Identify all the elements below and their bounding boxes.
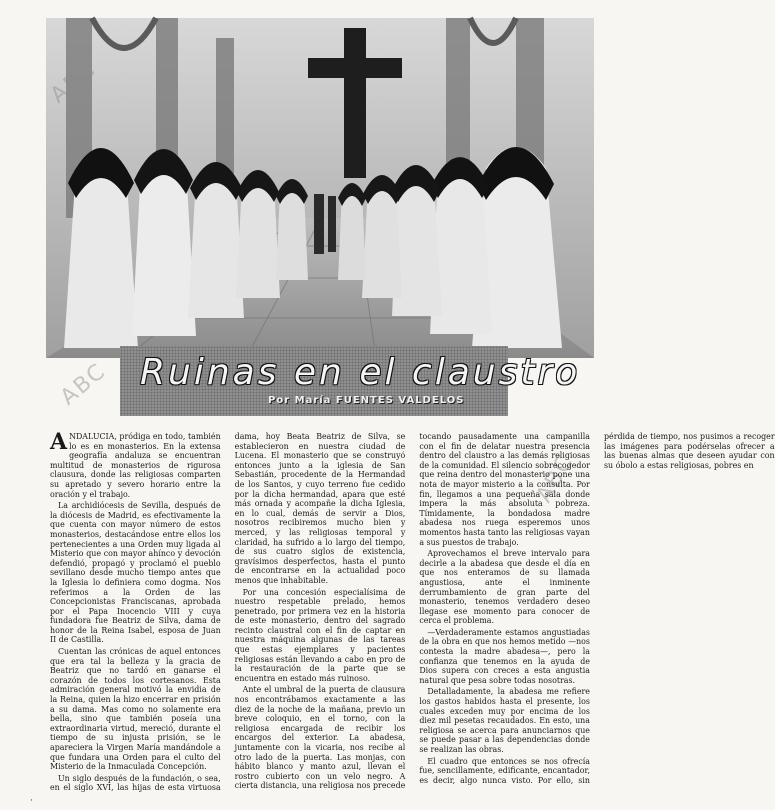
paragraph: ANDALUCIA, pródiga en todo, también lo es en monasterios. En la extensa geografía andaluza se encuentran multitud de monasterios de rigurosa clausura, donde las religiosas comparten su apretado y severo horario entre la oración y el trabajo. [50,429,221,499]
watermark-abc: ABC [55,358,112,411]
watermark-abc: ABC [531,450,580,507]
paragraph: Detalladamente, la abadesa me refiere los gastos habidos hasta el presente, los cuales exceden muy por encima de los diez mil pesetas recaudados. En esto, una religiosa se acerca para anunciarnos que se puede pasar a las dependencias donde se realizan las obras. [419,687,590,754]
paragraph: Cuentan las crónicas de aquel entonces que era tal la belleza y la gracia de Beatriz que no tardó en ganarse el corazón de todos los cortesanos. Esta admiración general motivó la envidia de la Reina, quien la hizo encerrar en prisión a su dama. Mas como no solamente era bella, sino que también poseía una extraordinaria virtud, mereció, durante el tiempo de su injusta prisión, se le apareciera la Virgen María mandándole a que fundara una Orden para el culto del Misterio de la Inmaculada Concepción. [50,647,221,772]
page-mark: · [30,796,33,806]
byline: Por María FUENTES VALDELOS [268,395,465,406]
paragraph: Un siglo después de la fundación, o sea, en el siglo XVI, las hijas de esta virtuosa dama, hoy Beata Beatriz de Silva, se establecieron en nuestra ciudad de Lucena. El monasterio que se construyó entonces junto a la iglesia de San Sebastián, procedente de la Hermandad de los Santos, y cuyo terreno fue cedido por la dicha hermandad, apara que esté más ornada y acompañe la dicha Iglesia, en lo cual, demás de servir a Dios, nosotros recibiremos mucho bien y merced, y las religiosas temporal y claridad, ha sufrido a lo largo del tiempo, de sus cuatro siglos de existencia, gravísimos desperfectos, hasta el punto de encontrarse en la actualidad poco menos que inhabitable. [50,432,406,793]
paragraph: —Verdaderamente estamos angustiadas de la obra en que nos hemos metido —nos contesta la madre abadesa—, pero la confianza que tenemos en la ayuda de Dios supera con creces a esta angustia natural que pesa sobre todas nosotras. [419,627,590,685]
cloister-photo [46,18,594,358]
watermark-abc: ABC [45,56,102,109]
nuns-procession-illustration [46,18,594,358]
drop-cap: A [50,429,68,455]
paragraph: Ante el umbral de la puerta de clausura nos encontrábamos exactamente a las diez de la noche de la mañana, previo un breve coloquio, en el torno, con la religiosa encargada de recibir los encargos del exterior. La abadesa, juntamente con la vicaria, nos recibe al otro lado de la puerta. Las monjas, con hábito blanco y manto azul, llevan el rostro cubierto con un velo negro. A cierta distancia, una religiosa nos precede tocando pausadamente una campanilla con el fin de delatar nuestra presencia dentro del claustro a las demás religiosas de la comunidad. El silencio sobrecogedor que reina dentro del monasterio pone una nota de mayor misterio a la consulta. Por fin, llegamos a una pequeña sala donde impera la más absoluta pobreza. Tímidamente, la bondadosa madre abadesa nos ruega esperemos unos momentos hasta tanto las religiosas vayan a sus puestos de trabajo. [234,432,590,791]
paragraph: Aprovechamos el breve intervalo para decirle a la abadesa que desde el día en que nos enteramos de su llamada angustiosa, ante el inminente derrumbamiento de gran parte del monasterio, tenemos verdadero deseo llegase ese momento para conocer de cerca el problema. [419,549,590,626]
paragraph: Por una concesión especialísima de nuestro respetable prelado, hemos penetrado, por primera vez en la historia de este monasterio, dentro del sagrado recinto claustral con el fin de captar en nuestra máquina algunas de las tareas que estas ejemplares y pacientes religiosas están llevando a cabo en pro de la restauración de la parte que se encuentra en estado más ruinoso. [234,587,406,683]
paragraph: La archidiócesis de Sevilla, después de la diócesis de Madrid, es efectivamente la que cuenta con mayor número de estos monasterios, destacándose entre ellos los pertenecientes a una Orden muy ligada al Misterio que con mayor ahínco y devoción defendió, propagó y proclamó el pueblo sevillano desde mucho tiempo antes que la Iglesia lo definiera como dogma. Nos referimos a la Orden de las Concepcionistas Franciscanas, aprobada por el Papa Inocencio VIII y cuya fundadora fue Beatriz de Silva, dama de honor de la Reina Isabel, esposa de Juan II de Castilla. [50,501,221,645]
article-body [50,429,775,794]
headline: Ruinas en el claustro [140,352,581,393]
paragraph: El cuadro que entonces se nos ofrecía fue, sencillamente, edificante, encantador, es decir, algo nunca visto. Por ello, sin pérdida de tiempo, nos pusimos a recoger las imágenes para podérselas ofrecer a las buenas almas que deseen ayudar con su óbolo a estas religiosas, pobres en [419,432,775,785]
